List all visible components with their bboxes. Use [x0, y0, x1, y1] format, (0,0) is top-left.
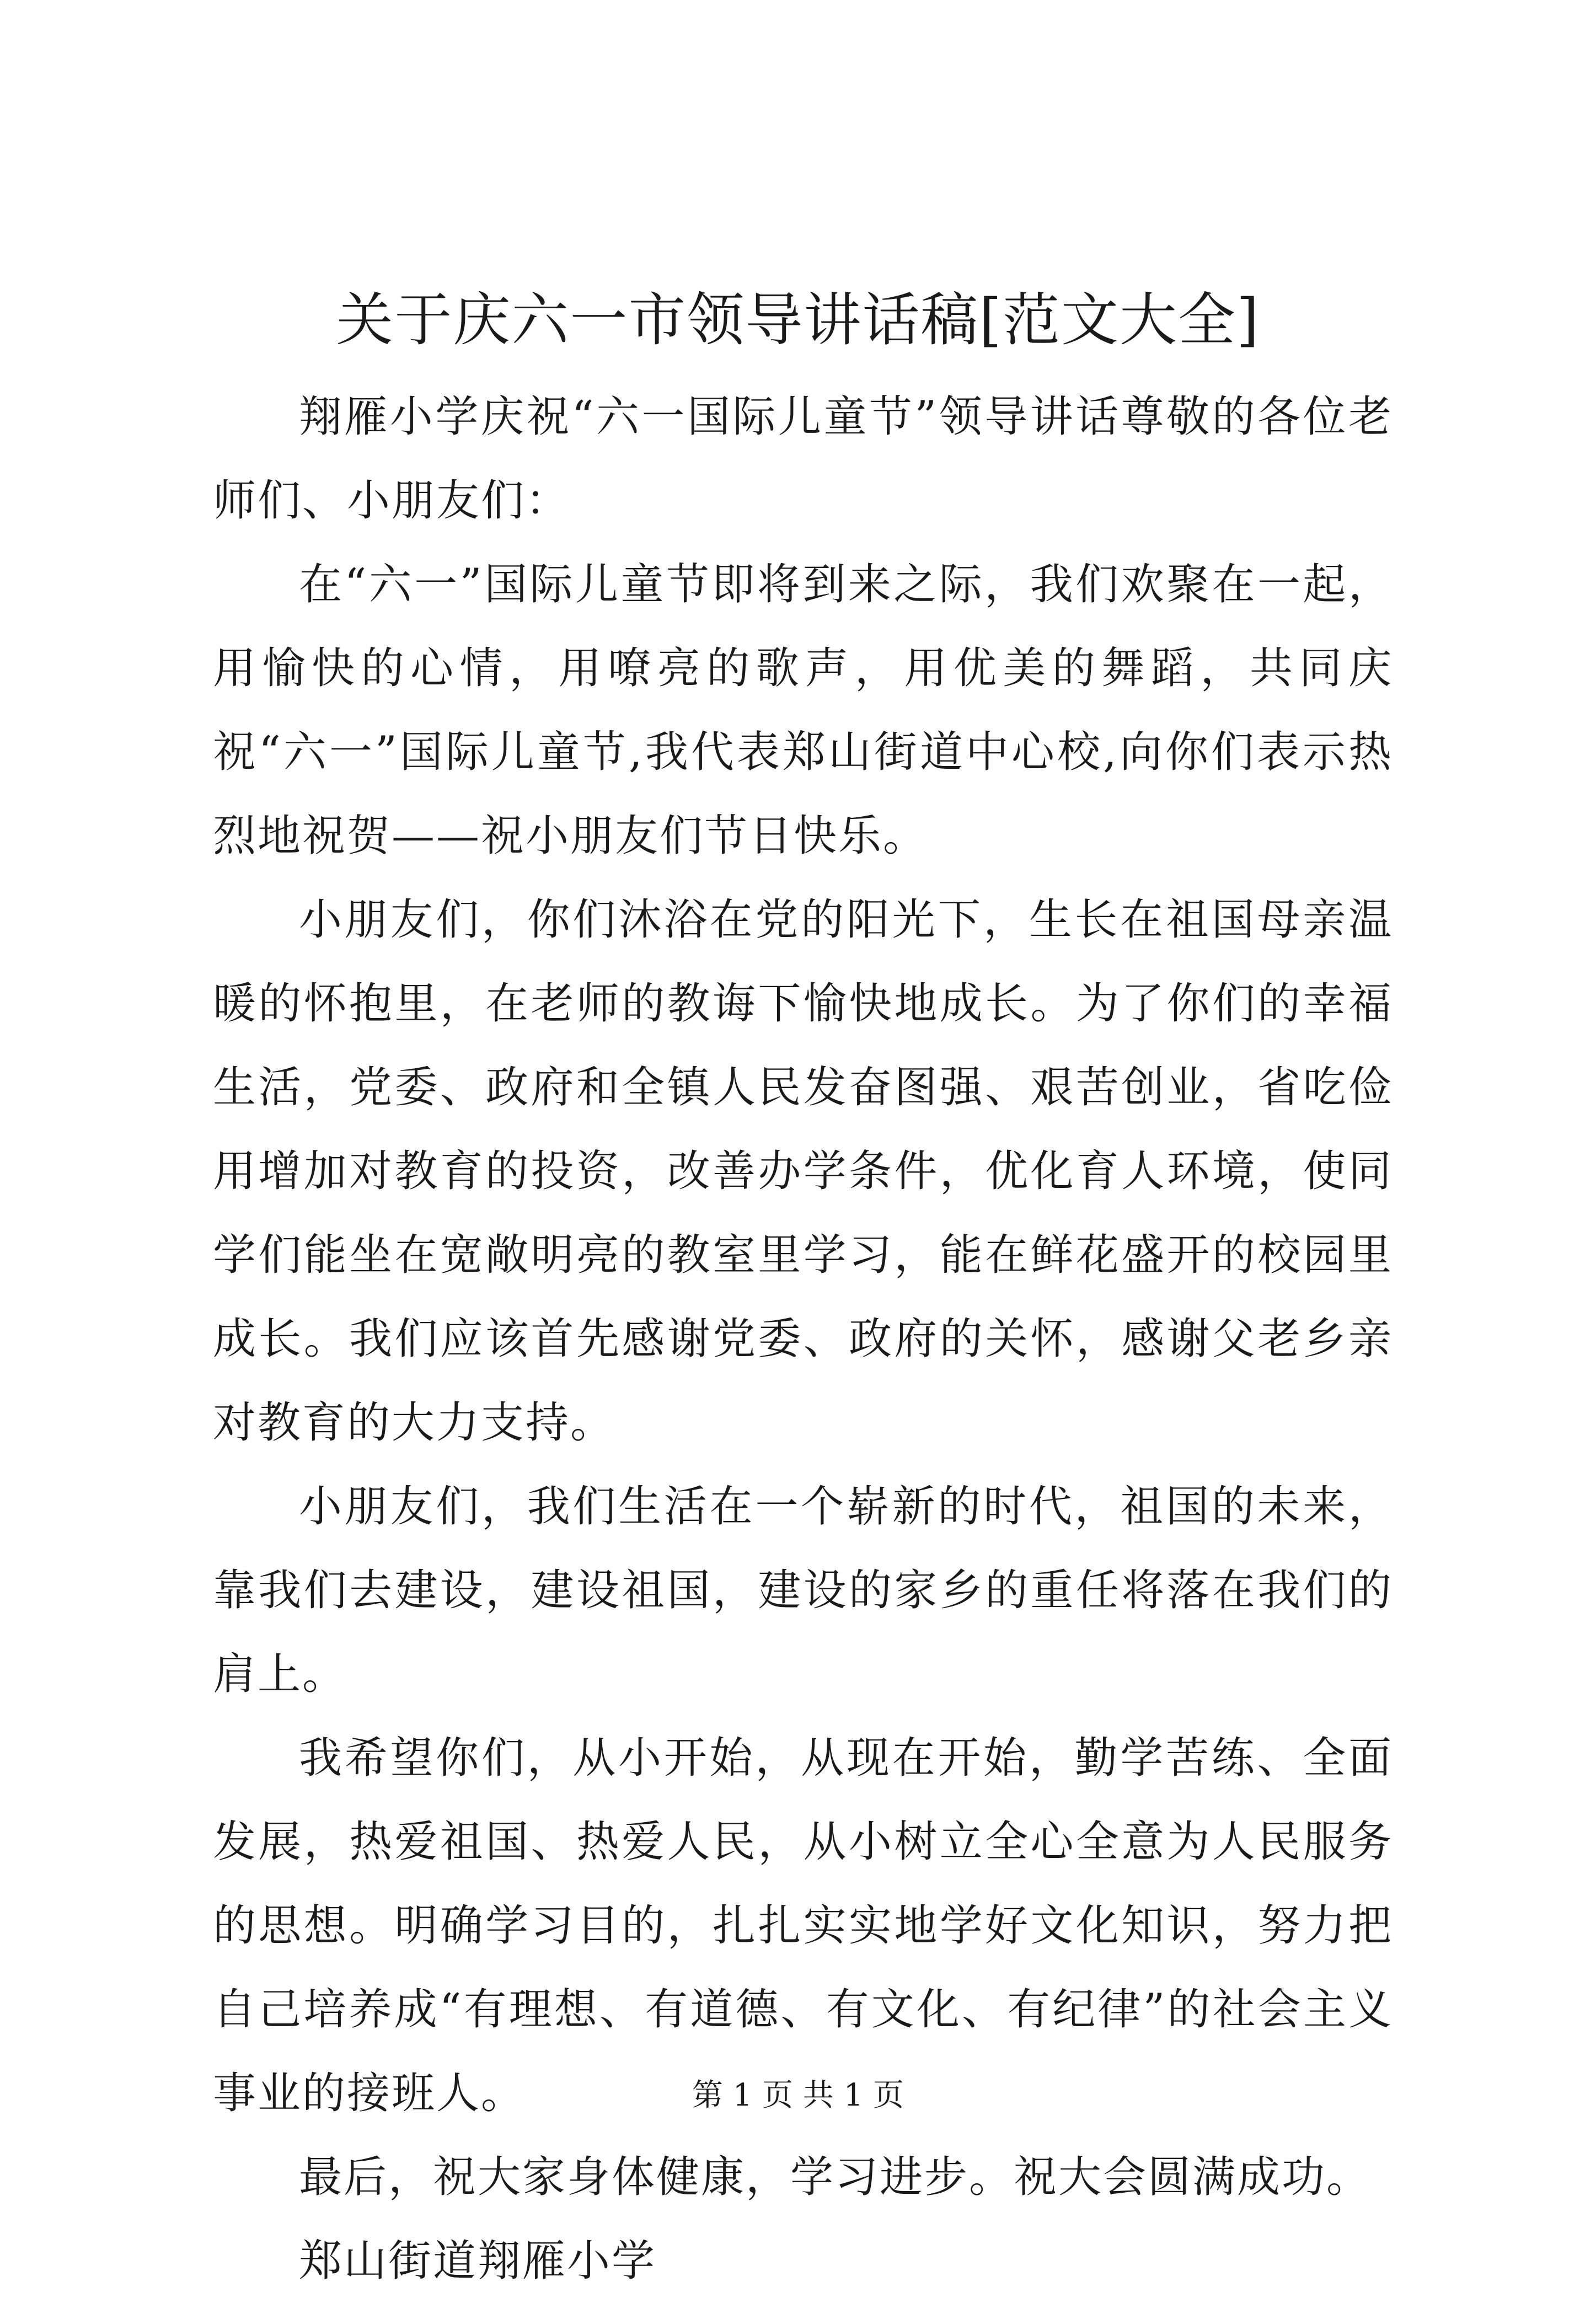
paragraph-future: 小朋友们，我们生活在一个崭新的时代，祖国的未来，靠我们去建设，建设祖国，建设的家乡的重任将落在我们的肩上。 — [213, 1482, 1393, 1699]
paragraph-opening: 在“六一”国际儿童节即将到来之际，我们欢聚在一起，用愉快的心情，用嘹亮的歌声，用优美的舞蹈，共同庆祝“六一”国际儿童节,我代表郑山街道中心校,向你们表示热烈地祝贺——祝小朋友们节日快乐。 — [213, 560, 1393, 861]
paragraph-signature: 郑山街道翔雁小学 — [299, 2236, 657, 2286]
paragraph-greeting: 翔雁小学庆祝“六一国际儿童节”领导讲话尊敬的各位老师们、小朋友们： — [213, 392, 1393, 526]
page-number-footer: 第 1 页 共 1 页 — [692, 2077, 904, 2113]
paragraph-closing: 最后，祝大家身体健康，学习进步。祝大会圆满成功。 — [299, 2152, 1372, 2202]
paragraph-hope: 我希望你们，从小开始，从现在开始，勤学苦练、全面发展，热爱祖国、热爱人民，从小树立全心全意为人民服务的思想。明确学习目的，扎扎实实地学好文化知识，努力把自己培养成“有理想、有道德、有文化、有纪律”的社会主义事业的接班人。 — [213, 1733, 1393, 2118]
document-title: 关于庆六一市领导讲话稿[范文大全] — [336, 286, 1260, 354]
paragraph-gratitude: 小朋友们，你们沐浴在党的阳光下，生长在祖国母亲温暖的怀抱里，在老师的教诲下愉快地成长。为了你们的幸福生活，党委、政府和全镇人民发奋图强、艰苦创业，省吃俭用增加对教育的投资，改善办学条件，优化育人环境，使同学们能坐在宽敞明亮的教室里学习，能在鲜花盛开的校园里成长。我们应该首先感谢党委、政府的关怀，感谢父老乡亲对教育的大力支持。 — [213, 895, 1393, 1448]
document-body — [213, 375, 1393, 2303]
